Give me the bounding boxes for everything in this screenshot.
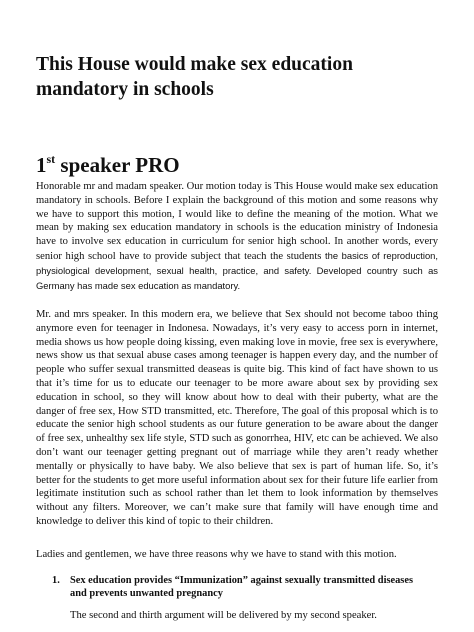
closing-note: The second and thirth argument will be delivered by my second speaker.: [70, 610, 377, 621]
paragraph-introduction: [36, 180, 438, 296]
reasons-list: [52, 574, 432, 600]
paragraph-introduction-definition: the basics of reproduction, physiological development, sexual health, practice, and safety. Developed country such as Germany has made sex education as mandatory.: [36, 249, 438, 291]
list-item: [52, 574, 432, 600]
paragraph-background: Mr. and mrs speaker. In this modern era, we believe that Sex should not become taboo thing anymore even for teenager in Indonesa. Nowadays, it’s very easy to access porn in internet, media shows us how people doing kissing, even making love in movie, free sex is everywhere, news show us that sexual abuse cases among teenager is happen every day, and the number of people who suffer sexual transmitted deaseas is quite big. This kind of fact have shown to us that it’s time for us to educate our teenager to be more aware about sex by providing sex education in school, so they will know about how to deal with their puberty, what are the danger of free sex, How STD transmitted, etc. Therefore, The goal of this proposal which is to educate the senior high school students as our future generation to be aware about the danger of free sex, unhealthy sex life style, STD such as gonorrhea, HIV, etc can be achieved. We also don’t want our teenager getting pregnant out of marriage while they aren’t ready whether mentally or physically to have baby. We also believe that sex is part of human life. So, it’s better for the students to get more useful information about sex for their future life earlier from legitimate institution such as school rather than let them to look information by themselves without any filters. Moreover, we can’t make sure that family will have enough time and knowledge to deliver this kind of topic to their children.: [36, 309, 438, 527]
heading-text: speaker PRO: [55, 153, 180, 177]
document-title: This House would make sex education mandatory in schools: [36, 54, 353, 100]
paragraph-reasons-intro: Ladies and gentlemen, we have three reasons why we have to stand with this motion.: [36, 549, 397, 560]
list-item-text: Sex education provides “Immunization” against sexually transmitted diseases and prevents unwanted pregnancy: [70, 575, 414, 599]
section-heading: [36, 146, 426, 178]
paragraph-introduction-text: Honorable mr and madam speaker. Our motion today is This House would make sex education mandatory in schools. Before I explain the background of this motion and some reasons why we have to support this motion, I would like to define the meaning of the motion. What we mean by making sex education mandatory in schools is the education ministry of Indonesia have to involve sex education in curriculum for senior high school. In another words, every senior high school have to provide subject that teach the students: [36, 181, 438, 262]
list-item-number: 1.: [52, 575, 60, 586]
heading-ordinal: 1: [36, 153, 47, 177]
heading-ordinal-suffix: st: [46, 152, 56, 166]
